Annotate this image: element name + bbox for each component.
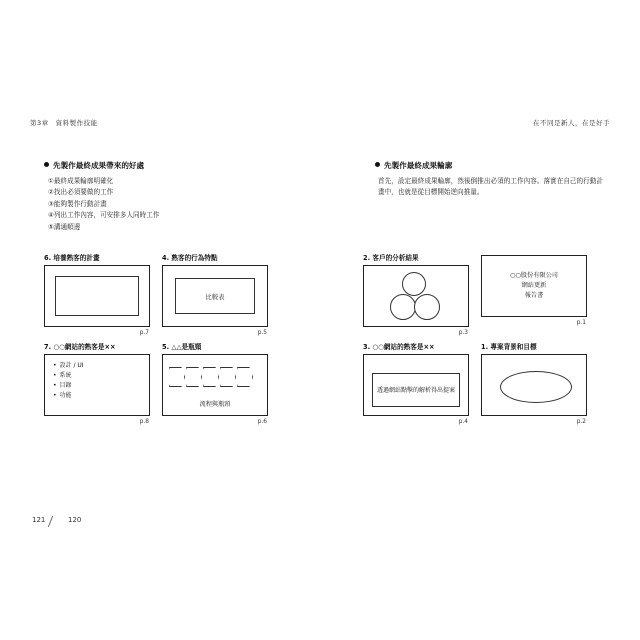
circle-shape — [414, 294, 440, 320]
chevron-shape — [186, 367, 202, 387]
right-paragraph: 首先，設定最終成果輪廓，然後倒推出必須的工作內容。落實在自己的行動計畫中，也就是從目標開始逆向推量。 — [378, 177, 603, 197]
storyboard-cell-6 — [44, 252, 152, 336]
storyboard-row — [363, 252, 589, 336]
bullet-item: • 系統 — [53, 371, 84, 381]
empty-rect-shape — [55, 276, 139, 316]
chevron-shape — [220, 367, 236, 387]
circle-shape — [390, 294, 416, 320]
list-item: ①最終成果輪廓明確化 — [48, 177, 114, 185]
flow-diagram — [169, 367, 253, 387]
ellipse-shape — [500, 371, 572, 403]
storyboard-frame — [363, 354, 469, 425]
storyboard-page-number: p.8 — [139, 419, 149, 425]
benefits-list — [48, 176, 159, 233]
chevron-shape — [203, 367, 219, 387]
running-head-left: 第3章 資料製作技能 — [30, 119, 98, 127]
right-section-heading-text: 先製作最終成果輪廓 — [384, 161, 453, 170]
storyboard-page-number: p.4 — [458, 419, 468, 425]
cover-line: 網站更新 — [521, 282, 547, 289]
storyboard-row — [44, 341, 270, 425]
bullet-item: • 目錄 — [53, 381, 84, 391]
storyboard-cell-title: 1. 專案背景和目標 — [481, 343, 537, 351]
storyboard-frame — [162, 354, 268, 425]
storyboard-cell-1-cover — [481, 252, 589, 327]
analysis-note: 透過網站點擊的解析得出提案 — [372, 373, 460, 407]
storyboard-cell-title: 6. 培養熟客的計畫 — [44, 254, 100, 262]
storyboard-row — [44, 252, 270, 336]
storyboard-cell-title: 7. ○○網站的熟客是×× — [44, 343, 116, 351]
storyboard-page-number: p.1 — [576, 320, 586, 326]
cover-line: ○○股份有限公司 — [510, 272, 558, 279]
circle-shape — [402, 272, 426, 296]
folio-right: 120 — [68, 516, 82, 524]
storyboard-page-number: p.6 — [257, 419, 267, 425]
flow-caption: 流程與瓶頸 — [199, 401, 231, 408]
bullet-item: • 功能 — [53, 391, 84, 401]
cover-line: 報告書 — [524, 292, 544, 299]
storyboard-row — [363, 341, 589, 425]
storyboard-cell-2 — [363, 252, 471, 336]
storyboard-page-number: p.2 — [576, 419, 586, 425]
storyboard-cell-title: 2. 客戶的分析結果 — [363, 254, 419, 262]
folio-left: 121 — [32, 516, 46, 524]
storyboard-cell-title: 3. ○○網站的熟客是×× — [363, 343, 435, 351]
list-item: ③能夠製作行動計畫 — [48, 199, 107, 208]
storyboard-frame — [481, 354, 587, 425]
storyboard-frame — [44, 265, 150, 336]
chevron-shape — [169, 367, 185, 387]
storyboard-cell-7 — [44, 341, 152, 425]
storyboard-cell-title: 5. △△是瓶頸 — [162, 343, 202, 351]
storyboard-cell-5 — [162, 341, 270, 425]
comparison-table-label: 比較表 — [175, 278, 255, 314]
bullet-list — [53, 361, 84, 401]
storyboard-grid-right — [363, 252, 589, 430]
list-item: ④列出工作內容，可安排多人同時工作 — [48, 211, 160, 220]
list-item: ⑤溝通順邊 — [48, 222, 81, 231]
left-section-heading-text: 先製作最終成果帶來的好處 — [53, 161, 145, 170]
bullet-dot-icon — [44, 162, 49, 167]
running-head-right: 在不同是新人，在是好手 — [533, 119, 610, 127]
storyboard-page-number: p.5 — [257, 330, 267, 336]
list-item: ②找出必須要做的工作 — [48, 188, 114, 197]
storyboard-page-number: p.3 — [458, 330, 468, 336]
storyboard-cell-1 — [481, 341, 589, 425]
storyboard-frame — [481, 255, 587, 326]
bullet-item: • 設計 / UI — [53, 361, 84, 371]
storyboard-page-number: p.7 — [139, 330, 149, 336]
storyboard-frame — [363, 265, 469, 336]
storyboard-cell-3 — [363, 341, 471, 425]
right-section-heading — [375, 160, 452, 171]
folio-separator — [48, 516, 67, 527]
storyboard-frame — [44, 354, 150, 425]
storyboard-grid-left — [44, 252, 270, 430]
storyboard-cell-title: 4. 熟客的行為特點 — [162, 254, 218, 262]
left-section-heading — [44, 160, 144, 171]
bullet-dot-icon — [375, 162, 380, 167]
chevron-shape — [237, 367, 253, 387]
cover-title-text — [482, 271, 586, 301]
storyboard-frame — [162, 265, 268, 336]
storyboard-cell-4 — [162, 252, 270, 336]
